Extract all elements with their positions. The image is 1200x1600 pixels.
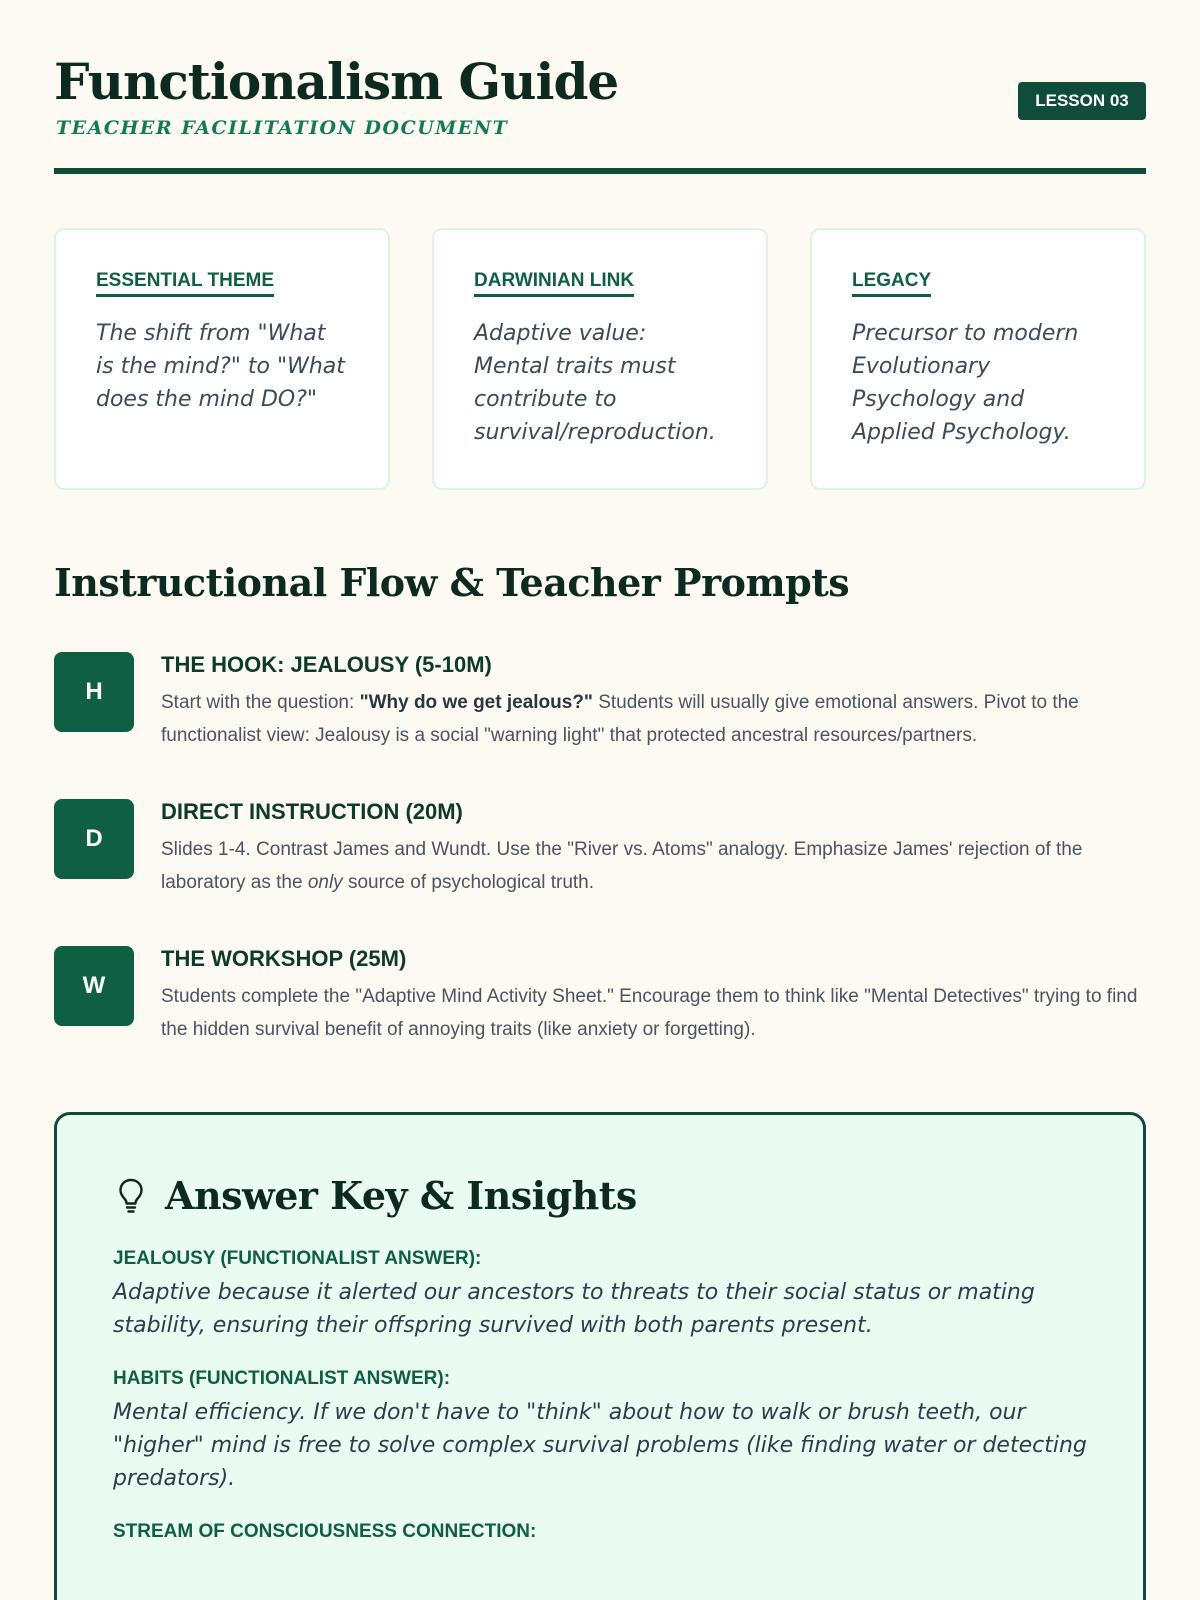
answer-label: HABITS (FUNCTIONALIST ANSWER): (113, 1368, 451, 1389)
answer-key-panel (54, 1112, 1146, 1600)
answer-key-title: Answer Key & Insights (165, 1173, 637, 1218)
lightbulb-icon (117, 1177, 145, 1215)
step-direct-instruction (54, 799, 1146, 944)
document-header (54, 0, 1146, 174)
card-text: Adaptive value: Mental traits must contribute to survival/reproduction. (474, 321, 716, 445)
card-essential-theme (54, 228, 390, 490)
step-body (161, 833, 1146, 899)
step-body-text: Slides 1-4. Contrast James and Wundt. Use the "River vs. Atoms" analogy. Emphasize James' rejection of the laboratory as the (161, 839, 1083, 893)
answer-text: Adaptive because it alerted our ancestors to threats to their social status or mating stability, ensuring their offspring survived with both parents present. (113, 1280, 1035, 1338)
answer-key-header (113, 1173, 1087, 1218)
lesson-badge: LESSON 03 (1018, 82, 1146, 120)
card-label: DARWINIAN LINK (474, 270, 634, 297)
card-text: Precursor to modern Evolutionary Psychology and Applied Psychology. (852, 321, 1079, 445)
step-title: THE WORKSHOP (25M) (161, 946, 407, 971)
answer-stream-of-consciousness (113, 1521, 1087, 1543)
instructional-flow (54, 650, 1146, 1091)
step-body-emphasis: "Why do we get jealous?" (359, 692, 593, 713)
step-workshop (54, 946, 1146, 1091)
step-title: DIRECT INSTRUCTION (20M) (161, 799, 463, 824)
card-label: ESSENTIAL THEME (96, 270, 274, 297)
card-legacy (810, 228, 1146, 490)
step-badge: W (54, 946, 134, 1026)
summary-cards (54, 228, 1146, 490)
step-body: Students complete the "Adaptive Mind Activity Sheet." Encourage them to think like "Mental Detectives" trying to find the hidden survival benefit of annoying traits (like anxiety or forgetting). (161, 986, 1138, 1040)
answer-habits (113, 1368, 1087, 1495)
answer-jealousy (113, 1248, 1087, 1342)
step-body (161, 686, 1146, 752)
card-text: The shift from "What is the mind?" to "What does the mind DO?" (96, 321, 345, 412)
card-darwinian-link (432, 228, 768, 490)
step-body-text: source of psychological truth. (342, 872, 595, 893)
step-body-emphasis: only (307, 872, 343, 893)
step-hook (54, 652, 1146, 797)
flow-section-title: Instructional Flow & Teacher Prompts (54, 560, 850, 605)
step-title: THE HOOK: JEALOUSY (5-10M) (161, 652, 492, 677)
step-badge: D (54, 799, 134, 879)
page-subtitle: TEACHER FACILITATION DOCUMENT (56, 117, 509, 139)
step-body-text: Students will usually give emotional answers. Pivot to the functionalist view: Jealousy is a social "warning light" that protected ancestral resources/partners. (161, 692, 1079, 746)
card-label: LEGACY (852, 270, 931, 297)
step-badge: H (54, 652, 134, 732)
answer-text: Mental efficiency. If we don't have to "think" about how to walk or brush teeth, our "higher" mind is free to solve complex survival problems (like finding water or detecting predators). (113, 1400, 1087, 1491)
answer-label: JEALOUSY (FUNCTIONALIST ANSWER): (113, 1248, 482, 1269)
page-title: Functionalism Guide (54, 52, 619, 111)
answer-label: STREAM OF CONSCIOUSNESS CONNECTION: (113, 1521, 537, 1542)
step-body-text: Start with the question: (161, 692, 360, 713)
